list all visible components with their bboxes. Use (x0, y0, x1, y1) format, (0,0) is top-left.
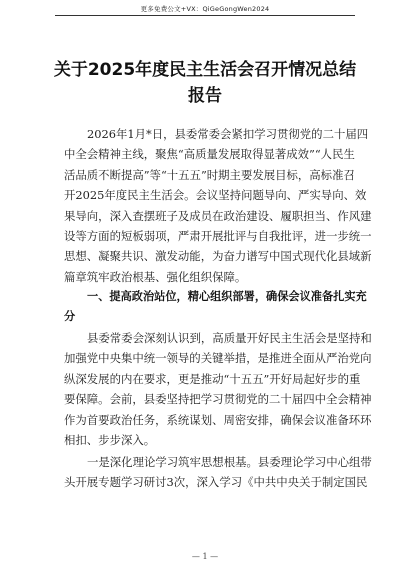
paragraph-line: 作为首要政治任务，系统谋划、周密安排，确保会议准备环环 (64, 412, 372, 427)
paragraph-line: 相扣、步步深入。 (64, 433, 156, 448)
paragraph-line: 要保障。会前，县委坚持把学习贯彻党的二十届四中全会精神 (64, 392, 372, 407)
paragraph-line: 开2025年度民主生活会。会议坚持问题导向、严实导向、效 (64, 188, 367, 203)
section-heading-1 (64, 287, 367, 328)
section1-paragraph-1 (64, 328, 372, 450)
header-note: 更多免费公文+VX：QiGeGongWen2024 (140, 5, 270, 13)
page-number: — 1 — (191, 552, 219, 561)
paragraph-line: 篇章筑牢政治根基、强化组织保障。 (64, 269, 247, 284)
paragraph-line: 头开展专题学习研讨3次，深入学习《中共中央关于制定国民 (64, 475, 368, 490)
paragraph-line: 纵深发展的内在要求，更是推动“十五五”开好局起好步的重 (64, 371, 361, 386)
section1-paragraph-2 (64, 452, 372, 493)
paragraph-line: 县委常委会深刻认识到，高质量开好民主生活会是坚持和 (87, 331, 372, 345)
heading-line: 一、提高政治站位，精心组织部署，确保会议准备扎实充 (87, 290, 367, 303)
paragraph-line: 加强党中央集中统一领导的关键举措，是推进全面从严治党向 (64, 351, 372, 366)
paragraph-line: 思想、凝聚共识、激发动能，为奋力谱写中国式现代化县域新 (64, 249, 372, 264)
paragraph-line: 2026年1月*日，县委常委会紧扣学习贯彻党的二十届四 (87, 127, 369, 141)
heading-line: 分 (64, 310, 76, 324)
paragraph-line: 一是深化理论学习筑牢思想根基。县委理论学习中心组带 (87, 455, 372, 469)
paragraph-line: 设等方面的短板弱项，严肃开展批评与自我批评，进一步统一 (64, 229, 372, 244)
title-line: 报告 (188, 86, 222, 106)
paragraph-line: 中全会精神主线，聚焦“高质量发展取得显著成效”“人民生 (64, 147, 355, 162)
paragraph-line: 活品质不断提高”等“十五五”时期主要发展目标，高标准召 (64, 167, 355, 182)
header-rule (55, 15, 355, 16)
document-title (40, 57, 370, 109)
paragraph-line: 果导向，深入查摆班子及成员在政治建设、履职担当、作风建 (64, 208, 372, 223)
title-line: 关于2025年度民主生活会召开情况总结 (53, 60, 357, 80)
intro-paragraph (64, 124, 372, 287)
